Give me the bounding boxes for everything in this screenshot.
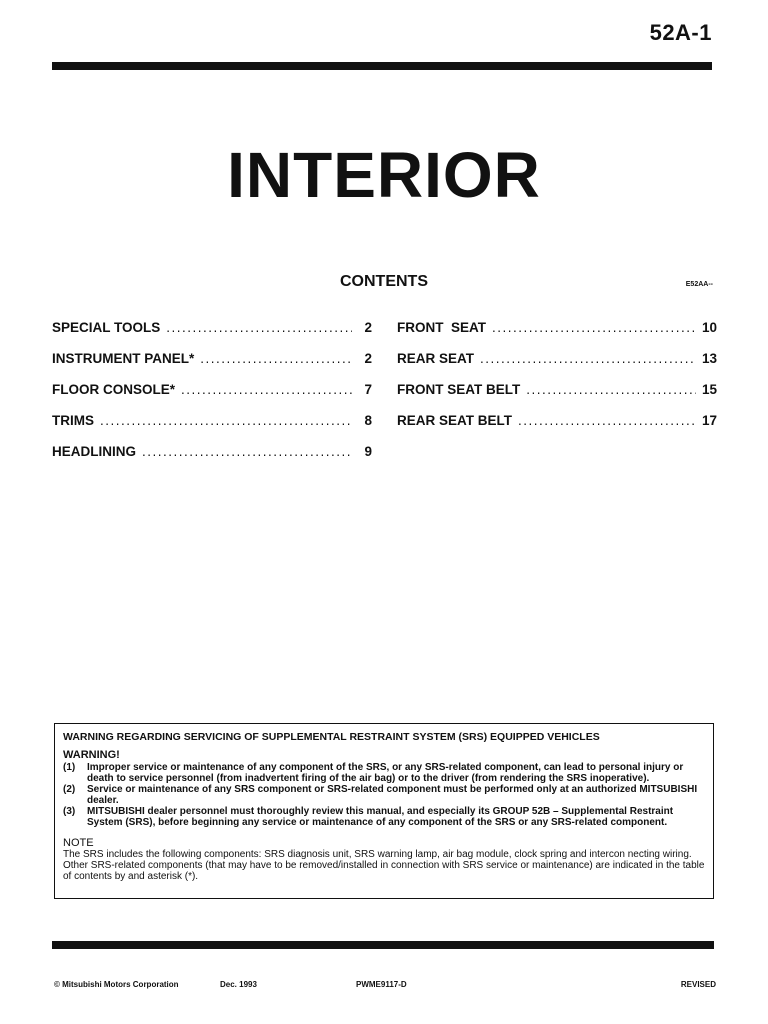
toc-label: FLOOR CONSOLE*: [52, 382, 176, 397]
toc-page: 2: [364, 351, 372, 366]
toc-page: 2: [364, 320, 372, 335]
toc-page: 7: [364, 382, 372, 397]
warning-item-text: MITSUBISHI dealer personnel must thoroughly review this manual, and especially its GROUP 52B – Supplemental Restraint System (SRS), before beginning any service or maintenance of any component of the SRS or any SRS-related component.: [87, 806, 674, 828]
toc-entry-front-seat[interactable]: [397, 320, 717, 351]
top-rule: [52, 62, 712, 70]
toc-leader-dots: [200, 351, 352, 366]
footer-status: REVISED: [680, 980, 716, 989]
note-label: NOTE: [63, 837, 94, 849]
toc-entry-instrument-panel[interactable]: [52, 351, 372, 382]
warning-item: [63, 762, 705, 784]
toc-label: REAR SEAT: [397, 351, 475, 366]
warning-item: [63, 806, 705, 828]
toc-leader-dots: [142, 444, 352, 459]
toc-page: 8: [364, 413, 372, 428]
footer-copyright: © Mitsubishi Motors Corporation: [54, 980, 179, 989]
warning-item-text: Service or maintenance of any SRS component or SRS-related component must be performed only at an authorized MITSUBISHI dealer.: [87, 784, 698, 806]
toc-label: REAR SEAT BELT: [397, 413, 513, 428]
section-code: E52AA--: [685, 281, 713, 288]
warning-item-number: (3): [63, 806, 76, 817]
warning-item-text: Improper service or maintenance of any component of the SRS, or any SRS-related component, can lead to personal injury or death to service personnel (from inadvertent firing of the air bag) or to the driver (from rendering the SRS inoperative).: [87, 762, 684, 784]
toc-entry-front-seat-belt[interactable]: [397, 382, 717, 413]
toc-page: 15: [701, 382, 717, 397]
toc-label: FRONT SEAT BELT: [397, 382, 521, 397]
toc-entry-floor-console[interactable]: [52, 382, 372, 413]
srs-warning-box: [54, 723, 714, 899]
note-text: The SRS includes the following components: SRS diagnosis unit, SRS warning lamp, air bag module, clock spring and intercon necting wiring. Other SRS-related components (that may have to be removed/installed in connection with SRS service or maintenance) are indicated in the table of contents by and asterisk (*).: [63, 849, 705, 882]
toc-label: HEADLINING: [52, 444, 136, 459]
toc-left-column: [52, 320, 372, 475]
toc-leader-dots: [100, 413, 352, 428]
warning-item-number: (2): [63, 784, 76, 795]
warning-item-number: (1): [63, 762, 76, 773]
warning-label: WARNING!: [63, 749, 120, 761]
contents-heading: CONTENTS: [340, 273, 428, 290]
footer-doc-code: PWME9117-D: [356, 980, 407, 989]
toc-leader-dots: [480, 351, 696, 366]
toc-entry-trims[interactable]: [52, 413, 372, 444]
toc-entry-special-tools[interactable]: [52, 320, 372, 351]
toc-page: 9: [364, 444, 372, 459]
toc-leader-dots: [492, 320, 696, 335]
page-title: INTERIOR: [227, 139, 541, 211]
toc-right-column: [397, 320, 717, 444]
toc-leader-dots: [166, 320, 352, 335]
warning-box-title: WARNING REGARDING SERVICING OF SUPPLEMENTAL RESTRAINT SYSTEM (SRS) EQUIPPED VEHICLES: [63, 731, 600, 743]
warning-item: [63, 784, 705, 806]
toc-leader-dots: [518, 413, 696, 428]
toc-entry-rear-seat-belt[interactable]: [397, 413, 717, 444]
toc-entry-rear-seat[interactable]: [397, 351, 717, 382]
toc-label: SPECIAL TOOLS: [52, 320, 161, 335]
toc-page: 17: [701, 413, 717, 428]
toc-entry-headlining[interactable]: [52, 444, 372, 475]
toc-label: INSTRUMENT PANEL*: [52, 351, 195, 366]
toc-leader-dots: [181, 382, 352, 397]
toc-page: 13: [701, 351, 717, 366]
toc-label: TRIMS: [52, 413, 94, 428]
page-number: 52A-1: [649, 20, 712, 45]
toc-page: 10: [701, 320, 717, 335]
toc-leader-dots: [526, 382, 696, 397]
bottom-rule: [52, 941, 714, 949]
toc-label: FRONT SEAT: [397, 320, 486, 335]
footer-date: Dec. 1993: [220, 980, 257, 989]
